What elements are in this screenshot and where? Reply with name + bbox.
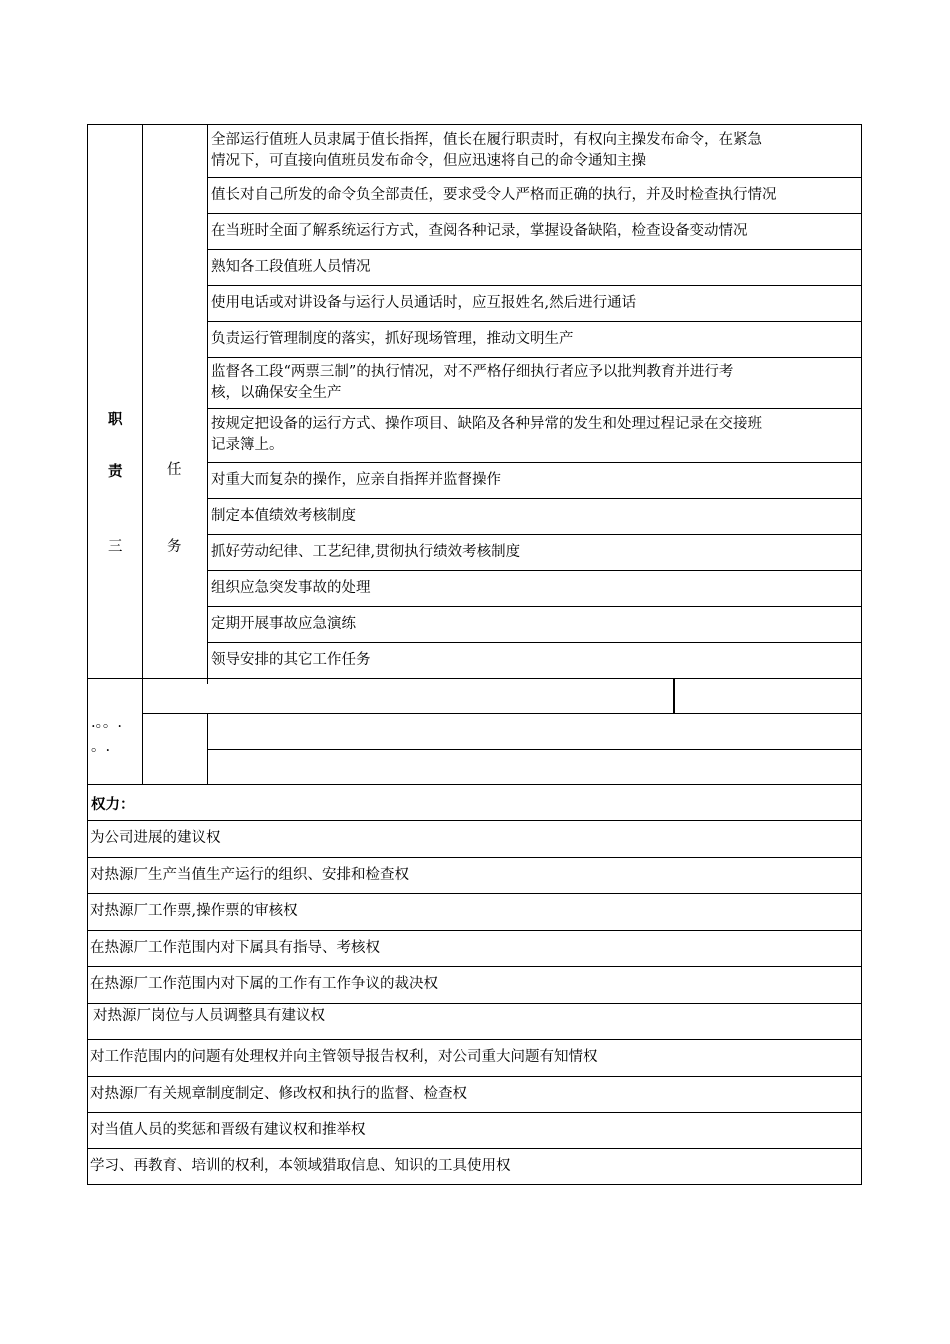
power-row-divider xyxy=(87,857,862,858)
power-row-divider xyxy=(87,930,862,931)
task-item-text: 全部运行值班人员隶属于值长指挥，值长在履行职责时，有权向主操发布命令，在紧急 xyxy=(211,132,762,148)
power-row-divider xyxy=(87,893,862,894)
power-item-text: 对热源厂岗位与人员调整具有建议权 xyxy=(93,1008,325,1024)
task-item-text: 对重大而复杂的操作，应亲自指挥并监督操作 xyxy=(211,472,501,488)
task-item-text: 在当班时全面了解系统运行方式，查阅各种记录，掌握设备缺陷，检查设备变动情况 xyxy=(211,223,748,239)
power-item-text: 对热源厂有关规章制度制定、修改权和执行的监督、检查权 xyxy=(90,1086,467,1102)
task-row-divider xyxy=(207,606,862,607)
task-item-text: 定期开展事故应急演练 xyxy=(211,616,356,632)
power-item-text: 对热源厂生产当值生产运行的组织、安排和检查权 xyxy=(90,867,409,883)
task-item-text: 制定本值绩效考核制度 xyxy=(211,508,356,524)
task-item-text: 组织应急突发事故的处理 xyxy=(211,580,371,596)
duty-label-char: 职 xyxy=(108,411,123,428)
task-row-divider xyxy=(207,498,862,499)
task-item-text: 按规定把设备的运行方式、操作项目、缺陷及各种异常的发生和处理过程记录在交接班 xyxy=(211,416,762,432)
col-divider-1 xyxy=(142,124,143,684)
power-row-divider xyxy=(87,1039,862,1040)
task-item-text: 负责运行管理制度的落实，抓好现场管理，推动文明生产 xyxy=(211,331,574,347)
power-row-divider xyxy=(87,966,862,967)
task-row-divider xyxy=(207,285,862,286)
power-row-divider xyxy=(87,1112,862,1113)
power-item-text: 在热源厂工作范围内对下属的工作有工作争议的裁决权 xyxy=(90,976,438,992)
power-item-text: 对工作范围内的问题有处理权并向主管领导报告权利，对公司重大问题有知情权 xyxy=(90,1049,598,1065)
task-item-text: 抓好劳动纪律、工艺纪律,贯彻执行绩效考核制度 xyxy=(211,544,521,560)
task-item-text: 熟知各工段值班人员情况 xyxy=(211,259,371,275)
power-row-divider xyxy=(87,1148,862,1149)
task-row-divider xyxy=(207,321,862,322)
duty-label-char: 三 xyxy=(108,539,123,555)
power-title: 权力： xyxy=(91,796,135,813)
task-item-text: 领导安排的其它工作任务 xyxy=(211,652,371,668)
task-row-divider xyxy=(207,642,862,643)
dots-text: 。. xyxy=(91,739,111,755)
task-row-divider xyxy=(207,462,862,463)
task-label-char: 务 xyxy=(167,539,182,555)
power-item-text: 对热源厂工作票,操作票的审核权 xyxy=(90,903,298,919)
power-row-divider xyxy=(87,820,862,821)
task-row-divider xyxy=(207,408,862,409)
task-row-divider xyxy=(207,570,862,571)
power-item-text: 学习、再教育、培训的权利，本领域猎取信息、知识的工具使用权 xyxy=(90,1158,511,1174)
dots-row-line xyxy=(207,749,862,750)
task-label-char: 任 xyxy=(167,462,182,478)
task-item-text: 使用电话或对讲设备与运行人员通话时，应互报姓名,然后进行通话 xyxy=(211,295,637,311)
power-row-divider xyxy=(87,1076,862,1077)
task-item-text: 核，以确保安全生产 xyxy=(211,385,342,401)
task-item-text: 监督各工段“两票三制”的执行情况，对不严格仔细执行者应予以批判教育并进行考 xyxy=(211,364,734,380)
power-row-divider xyxy=(87,1003,862,1004)
dots-mid-line xyxy=(142,713,862,714)
task-row-divider xyxy=(207,249,862,250)
task-item-text: 情况下，可直接向值班员发布命令，但应迅速将自己的命令通知主操 xyxy=(211,153,646,169)
duty-bottom-line xyxy=(87,678,862,679)
task-item-text: 值长对自己所发的命令负全部责任，要求受令人严格而正确的执行，并及时检查执行情况 xyxy=(211,187,777,203)
col-divider-2 xyxy=(207,124,208,684)
dots-bottom-line xyxy=(87,784,862,785)
duty-label-char: 责 xyxy=(108,463,123,480)
task-row-divider xyxy=(207,534,862,535)
power-item-text: 为公司进展的建议权 xyxy=(90,830,221,846)
dots-col-divider xyxy=(142,678,143,784)
dots-text: .。。. xyxy=(91,715,122,731)
task-row-divider xyxy=(207,177,862,178)
task-row-divider xyxy=(207,213,862,214)
power-item-text: 对当值人员的奖惩和晋级有建议权和推举权 xyxy=(90,1122,366,1138)
power-item-text: 在热源厂工作范围内对下属具有指导、考核权 xyxy=(90,940,380,956)
task-item-text: 记录簿上。 xyxy=(211,437,284,453)
task-row-divider xyxy=(207,357,862,358)
dots-thick-divider xyxy=(673,678,675,713)
